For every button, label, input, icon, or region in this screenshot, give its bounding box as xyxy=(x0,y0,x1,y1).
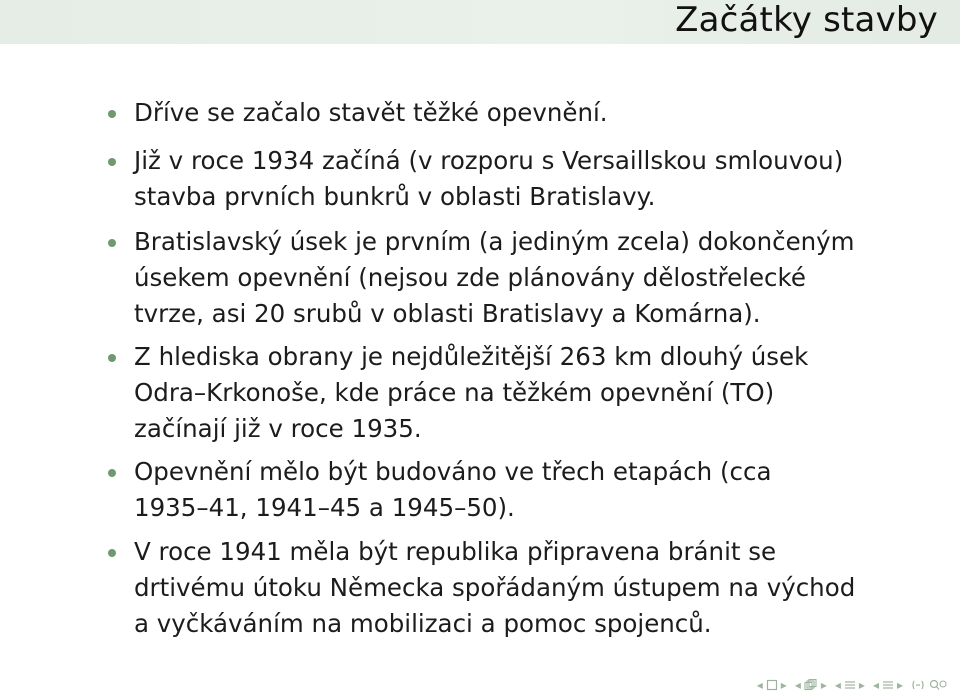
prev-arrow-icon[interactable]: ◂ xyxy=(872,678,879,692)
beamer-navigation xyxy=(757,676,948,694)
section-icon[interactable] xyxy=(844,679,856,691)
bullet-text: Již v roce 1934 začíná (v rozporu s Versaillskou smlouvou) stavba prvních bunkrů v oblasti Bratislavy. xyxy=(134,146,844,211)
next-arrow-icon[interactable]: ▸ xyxy=(896,678,903,692)
next-arrow-icon[interactable]: ▸ xyxy=(858,678,865,692)
bullet-text: Z hlediska obrany je nejdůležitější 263 km dlouhý úsek Odra–Krkonoše, kde práce na těžkém opevnění (TO) začínají již v roce 1935. xyxy=(134,342,809,443)
nav-section-group[interactable] xyxy=(835,676,865,694)
next-arrow-icon[interactable]: ▸ xyxy=(780,678,787,692)
bullet-text: Dříve se začalo stavět těžké opevnění. xyxy=(134,98,608,127)
bullet-text: V roce 1941 měla být republika připravena bránit se drtivému útoku Německa spořádaným ústupem na východ a vyčkáváním na mobilizaci a pomoc spojenců. xyxy=(134,537,856,638)
bullet-text: Opevnění mělo být budováno ve třech etapách (cca 1935–41, 1941–45 a 1945–50). xyxy=(134,457,772,522)
subsection-icon[interactable] xyxy=(804,679,818,691)
frame-icon[interactable] xyxy=(766,679,778,691)
bullet-dot-icon xyxy=(108,549,116,557)
bullet-dot-icon xyxy=(108,354,116,362)
next-arrow-icon[interactable]: ▸ xyxy=(820,678,827,692)
search-icon[interactable] xyxy=(928,679,948,691)
bullet-dot-icon xyxy=(108,469,116,477)
nav-subsection-group[interactable] xyxy=(795,676,827,694)
prev-arrow-icon[interactable]: ◂ xyxy=(756,678,763,692)
nav-presentation-group[interactable] xyxy=(873,676,903,694)
slide-title: Začátky stavby xyxy=(675,0,938,40)
bullet-dot-icon xyxy=(108,110,116,118)
bullet-text: Bratislavský úsek je prvním (a jediným zcela) dokončeným úsekem opevnění (nejsou zde plánovány dělostřelecké tvrze, asi 20 srubů v oblasti Bratislavy a Komárna). xyxy=(134,227,855,328)
bullet-dot-icon xyxy=(108,239,116,247)
bullet-dot-icon xyxy=(108,158,116,166)
presentation-icon[interactable] xyxy=(882,679,894,691)
prev-arrow-icon[interactable]: ◂ xyxy=(834,678,841,692)
nav-tools-group[interactable] xyxy=(911,679,948,691)
align-icon[interactable] xyxy=(911,679,925,691)
nav-frame-group[interactable] xyxy=(757,676,787,694)
prev-arrow-icon[interactable]: ◂ xyxy=(794,678,801,692)
